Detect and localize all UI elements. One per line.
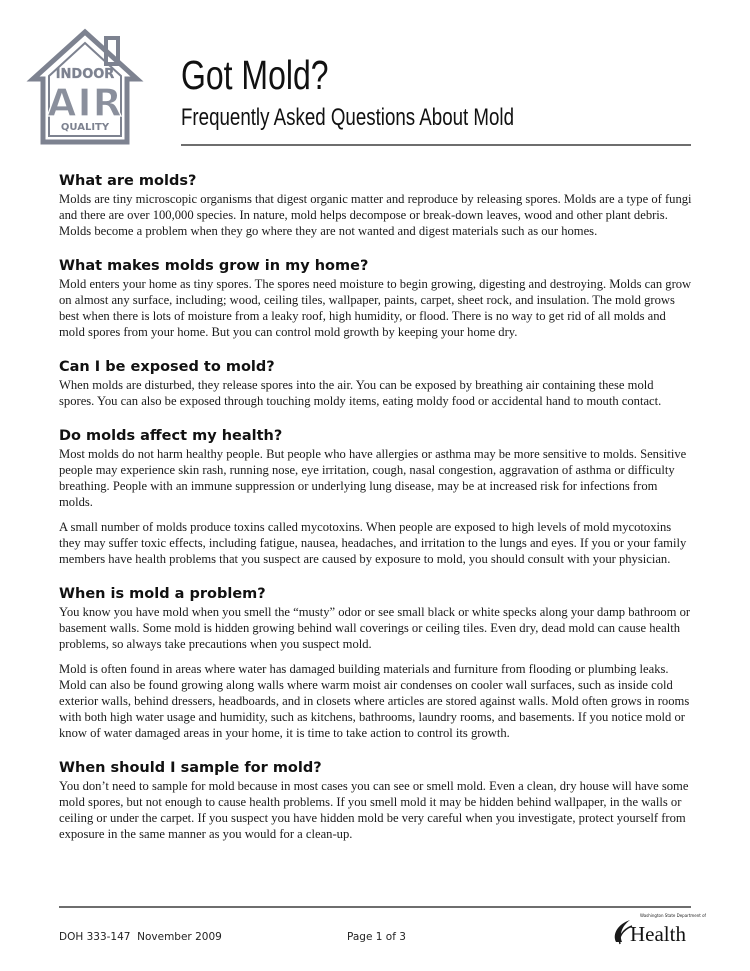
- logo-text-air: AIR: [47, 81, 123, 125]
- section-paragraph: Mold is often found in areas where water has damaged building materials and furniture from flooding or plumbing leaks. Mold can also be found growing along walls where warm moist air condenses on cooler wall surfaces, such as inside cold exterior walls, behind dressers, headboards, and in closets where articles are stored against walls. Mold often grows in rooms with both high water usage and humidity, such as kitchens, bathrooms, laundry rooms, and basements. If you notice mold or know of water damaged areas in your home, it is time to take action to control its growth.: [59, 662, 690, 740]
- footer-divider: [59, 906, 691, 908]
- faq-section-what-are-molds: [59, 172, 692, 239]
- faq-section-what-makes-molds-grow: [59, 257, 692, 340]
- section-paragraph: Mold enters your home as tiny spores. The spores need moisture to begin growing, digesting and destroying. Molds can grow on almost any surface, including; wood, ceiling tiles, wallpaper, paints, carpet, sheet rock, and insulation. The mold grows best when there is lots of moisture from a leaky roof, high humidity, or flood. There is no way to get rid of all molds and mold spores from your home. But you can control mold growth by keeping your home dry.: [59, 277, 692, 339]
- faq-section-sampling: [59, 759, 692, 842]
- logo-text-quality: QUALITY: [60, 122, 110, 133]
- page-number: Page 1 of 3: [347, 931, 406, 943]
- faq-section-when-problem: [59, 585, 692, 741]
- section-heading: Can I be exposed to mold?: [59, 359, 275, 375]
- section-paragraph: When molds are disturbed, they release spores into the air. You can be exposed by breathing air containing these mold spores. You can also be exposed through touching moldy items, eating moldy food or accidental hand to mouth contact.: [59, 378, 662, 408]
- faq-content: [59, 172, 692, 860]
- health-department-logo: [610, 908, 706, 948]
- section-heading: When should I sample for mold?: [59, 760, 322, 776]
- section-paragraph: A small number of molds produce toxins called mycotoxins. When people are exposed to high levels of mold mycotoxins they may suffer toxic effects, including fatigue, nausea, headaches, and irritation to the lungs and eyes. If you or your family members have health problems that you suspect are caused by exposure to mold, you should consult with your physician.: [59, 520, 687, 566]
- section-heading: Do molds affect my health?: [59, 428, 283, 444]
- page-title: Got Mold?: [181, 52, 329, 98]
- agency-main-text: Health: [630, 922, 686, 946]
- section-heading: What makes molds grow in my home?: [59, 258, 369, 274]
- section-paragraph: You don’t need to sample for mold because in most cases you can see or smell mold. Even a clean, dry house will have some mold spores, but not enough to cause health problems. If you smell mold it may be hidden behind wallpaper, in the walls or ceiling or under the carpet. If you suspect you have hidden mold be very careful when you investigate, protect yourself from exposure in the same manner as you would for a clean-up.: [59, 779, 689, 841]
- section-paragraph: Molds are tiny microscopic organisms that digest organic matter and reproduce by releasing spores. Molds are a type of fungi and there are over 100,000 species. In nature, mold helps decompose or break-down leaves, wood and other plant debris. Molds become a problem when they go where they are not wanted and digest materials such as our homes.: [59, 192, 692, 238]
- agency-small-text: Washington State Department of: [640, 913, 706, 918]
- faq-section-exposure: [59, 358, 692, 409]
- section-heading: When is mold a problem?: [59, 586, 266, 602]
- section-paragraph: You know you have mold when you smell the “musty” odor or see small black or white specks along your damp bathroom or basement walls. Some mold is hidden growing behind wall coverings or ceiling tiles. Even dry, dead mold can cause health problems, so always take precautions when you suspect mold.: [59, 605, 691, 651]
- logo-text-indoor: INDOOR: [55, 67, 115, 82]
- header: [181, 52, 691, 132]
- faq-section-health: [59, 427, 692, 567]
- header-divider: [181, 144, 691, 146]
- swoosh-icon: [615, 920, 630, 942]
- indoor-air-quality-logo: [27, 24, 151, 148]
- section-heading: What are molds?: [59, 173, 197, 189]
- page-subtitle: Frequently Asked Questions About Mold: [181, 104, 514, 131]
- document-id: DOH 333-147 November 2009: [59, 931, 222, 943]
- section-paragraph: Most molds do not harm healthy people. But people who have allergies or asthma may be more sensitive to molds. Sensitive people may experience skin rash, running nose, eye irritation, cough, nasal congestion, aggravation of asthma or difficulty breathing. People with an immune suppression or underlying lung disease, may be at increased risk for infections from molds.: [59, 447, 687, 509]
